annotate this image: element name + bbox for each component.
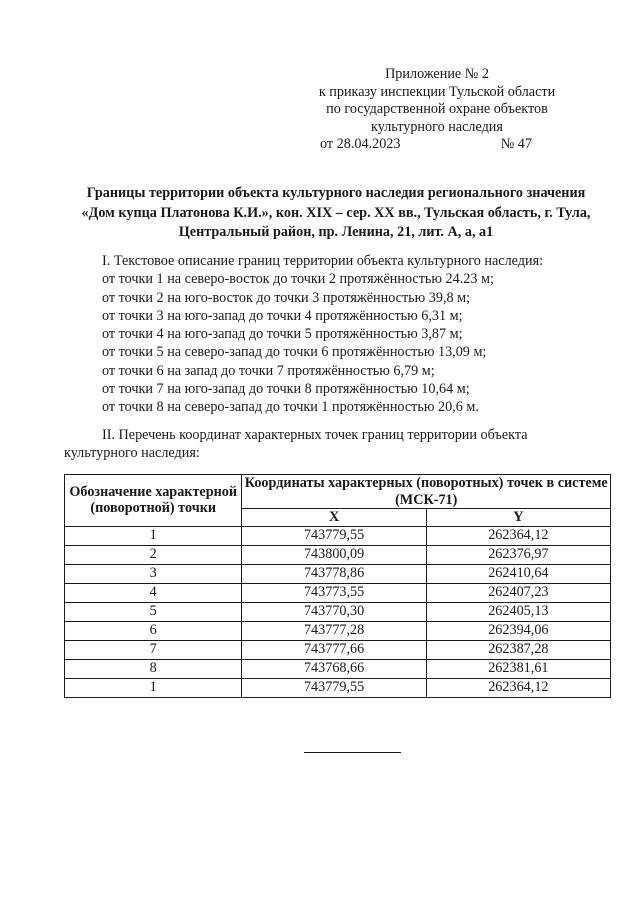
cell-x: 743779,55: [242, 526, 426, 545]
order-date: от 28.04.2023: [320, 136, 401, 152]
cell-x: 743770,30: [242, 602, 426, 621]
cell-x: 743800,09: [242, 545, 426, 564]
cell-x: 743778,86: [242, 564, 426, 583]
title-line-1: Границы территории объекта культурного наследия регионального значения: [86, 185, 586, 201]
cell-point: 7: [65, 640, 242, 659]
appendix-header: [292, 66, 582, 154]
table-row: [65, 602, 611, 621]
cell-x: 743777,66: [242, 640, 426, 659]
table-row: [65, 545, 611, 564]
header-y: Y: [426, 509, 610, 527]
table-row: [65, 678, 611, 697]
cell-y: 262407,23: [426, 583, 610, 602]
cell-y: 262376,97: [426, 545, 610, 564]
title-line-3: Центральный район, пр. Ленина, 21, лит. А, а, а1: [178, 224, 494, 240]
coordinates-table: [64, 474, 611, 698]
cell-point: 1: [65, 678, 242, 697]
cell-y: 262387,28: [426, 640, 610, 659]
appendix-inspection-ref: по государственной охране объектов: [326, 101, 548, 117]
order-number: № 47: [500, 136, 532, 152]
table-row: [65, 659, 611, 678]
appendix-number: Приложение № 2: [385, 66, 489, 82]
cell-point: 2: [65, 545, 242, 564]
cell-x: 743773,55: [242, 583, 426, 602]
table-row: [65, 583, 611, 602]
cell-x: 743779,55: [242, 678, 426, 697]
boundary-line: от точки 7 на юго-запад до точки 8 протяжённостью 10,64 м;: [102, 381, 470, 398]
appendix-date-row: [292, 136, 582, 154]
boundary-line: от точки 3 на юго-запад до точки 4 протяжённостью 6,31 м;: [102, 307, 463, 324]
closing-divider: [304, 752, 401, 753]
cell-y: 262381,61: [426, 659, 610, 678]
cell-y: 262364,12: [426, 526, 610, 545]
table-row: [65, 564, 611, 583]
boundary-line: от точки 1 на северо-восток до точки 2 протяжённостью 24.23 м;: [102, 271, 494, 288]
cell-point: 4: [65, 583, 242, 602]
boundary-line: от точки 5 на северо-запад до точки 6 протяжённостью 13,09 м;: [102, 344, 487, 361]
appendix-order-ref: к приказу инспекции Тульской области: [318, 83, 556, 100]
cell-x: 743777,28: [242, 621, 426, 640]
cell-point: 6: [65, 621, 242, 640]
section1-heading: I. Текстовое описание границ территории объекта культурного наследия:: [102, 253, 544, 269]
title-line-2: «Дом купца Платонова К.И.», кон. XIX – сер. XX вв., Тульская область, г. Тула,: [81, 204, 591, 221]
cell-y: 262405,13: [426, 602, 610, 621]
boundary-description: [102, 252, 612, 417]
boundary-line: от точки 4 на юго-запад до точки 5 протяжённостью 3,87 м;: [102, 326, 463, 343]
cell-point: 3: [65, 564, 242, 583]
document-title: [56, 184, 616, 243]
cell-y: 262394,06: [426, 621, 610, 640]
table-row: [65, 640, 611, 659]
cell-point: 5: [65, 602, 242, 621]
table-row: [65, 526, 611, 545]
section2-text-line-2: культурного наследия:: [64, 445, 200, 461]
coordinates-intro: [64, 426, 612, 462]
cell-x: 743768,66: [242, 659, 426, 678]
cell-point: 1: [65, 526, 242, 545]
boundary-line: от точки 2 на юго-восток до точки 3 протяжённостью 39,8 м;: [102, 289, 471, 306]
table-row: [65, 621, 611, 640]
header-point: Обозначение характерной (поворотной) точки: [65, 475, 242, 527]
boundary-line: от точки 6 на запад до точки 7 протяжённостью 6,79 м;: [102, 362, 435, 379]
cell-y: 262410,64: [426, 564, 610, 583]
boundary-line: от точки 8 на северо-запад до точки 1 протяжённостью 20,6 м.: [102, 399, 479, 416]
cell-y: 262364,12: [426, 678, 610, 697]
section2-text-line-1: II. Перечень координат характерных точек границ территории объекта: [102, 427, 528, 443]
appendix-heritage-ref: культурного наследия: [371, 118, 503, 135]
header-coordinates: Координаты характерных (поворотных) точек в системе (МСК-71): [242, 475, 611, 509]
header-x: X: [242, 509, 426, 527]
cell-point: 8: [65, 659, 242, 678]
